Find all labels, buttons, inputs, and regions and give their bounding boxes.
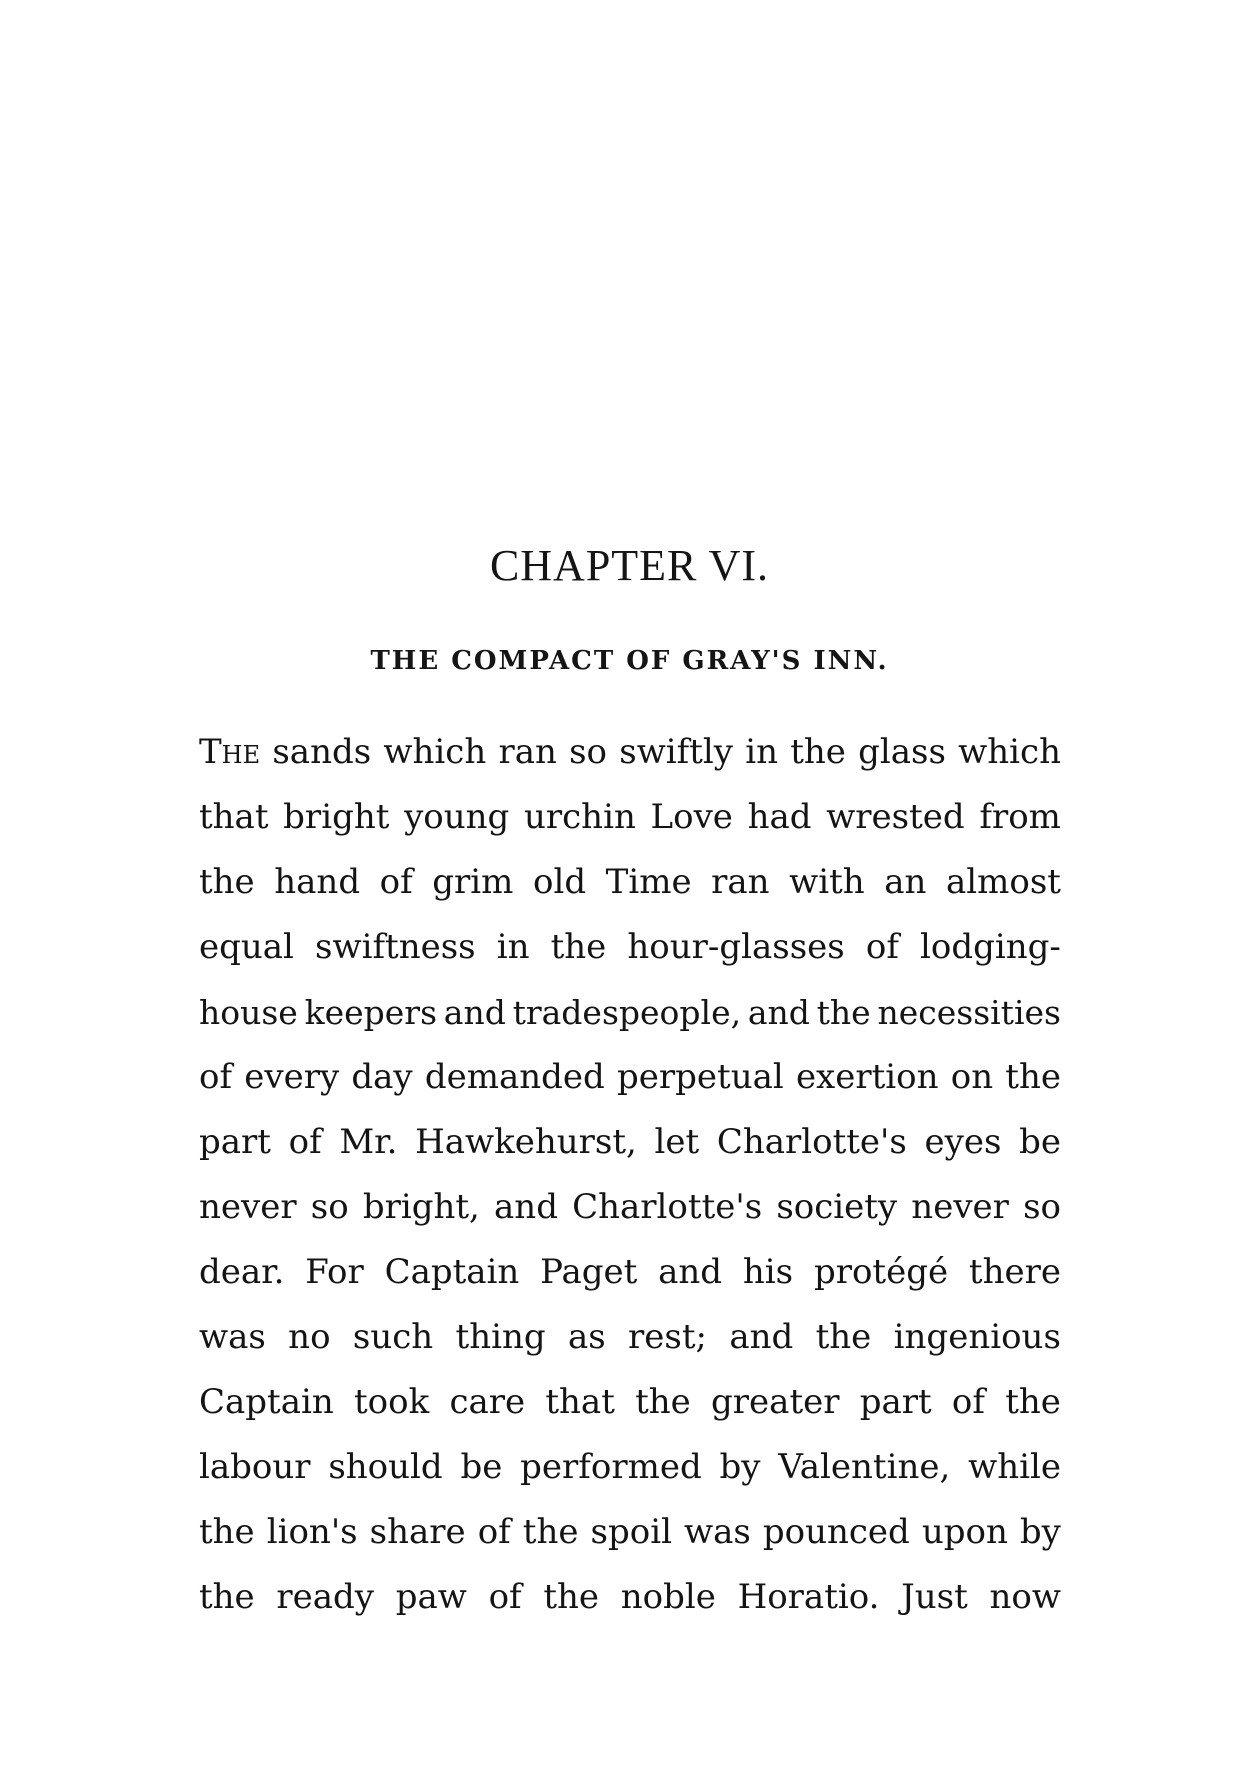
word: of — [379, 862, 413, 902]
word: necessities — [877, 993, 1061, 1032]
word: on — [950, 1057, 994, 1097]
word: ran — [498, 732, 557, 772]
word: paw — [395, 1577, 467, 1617]
word: so — [1023, 1187, 1061, 1227]
word: the — [543, 1577, 600, 1617]
word: which — [958, 732, 1061, 772]
text-line — [199, 1110, 1061, 1175]
word: and — [747, 993, 810, 1032]
word: of — [865, 927, 899, 967]
word: be — [1019, 1122, 1061, 1162]
word: Paget — [540, 1252, 638, 1292]
text-line — [199, 1500, 1061, 1565]
word: no — [288, 1317, 331, 1357]
word: keepers — [304, 993, 438, 1032]
word: glass — [858, 732, 946, 772]
word: there — [968, 1252, 1061, 1292]
word: equal — [199, 927, 294, 967]
word: every — [244, 1057, 340, 1097]
word: day — [351, 1057, 413, 1097]
body-text — [199, 720, 1061, 1630]
word: upon — [921, 1512, 1008, 1552]
word: sands — [272, 732, 372, 772]
word: eyes — [924, 1122, 1002, 1162]
word: his — [742, 1252, 794, 1292]
chapter-title: CHAPTER VI. — [489, 541, 770, 590]
word: young — [404, 797, 510, 837]
text-line — [199, 1045, 1061, 1110]
word: by — [719, 1447, 761, 1487]
word: Time — [605, 862, 692, 902]
word: the — [199, 1512, 255, 1552]
word: labour — [199, 1447, 311, 1487]
word: Just — [901, 1577, 968, 1617]
word: society — [776, 1187, 898, 1227]
word: the — [790, 732, 846, 772]
word: urchin — [523, 797, 636, 837]
word: spoil — [590, 1512, 672, 1552]
word: Love — [650, 797, 733, 837]
word: dear. — [199, 1252, 285, 1292]
word: ready — [276, 1577, 375, 1617]
word: Hawkehurst, — [415, 1122, 637, 1162]
text-line — [199, 720, 1061, 785]
word: the — [1005, 1382, 1061, 1422]
text-line last-line — [199, 1565, 1061, 1630]
word: hour-glasses — [627, 927, 845, 967]
word: by — [1019, 1512, 1061, 1552]
word: of — [199, 1057, 233, 1097]
word: and — [494, 1187, 558, 1227]
word: swiftly — [619, 732, 734, 772]
word: took — [354, 1382, 430, 1422]
word: Charlotte's — [572, 1187, 763, 1227]
word: that — [199, 797, 269, 837]
word: demanded — [424, 1057, 605, 1097]
word: Mr. — [339, 1122, 398, 1162]
word: part — [199, 1122, 271, 1162]
word: which — [383, 732, 487, 772]
word: Charlotte's — [716, 1122, 907, 1162]
word: greater — [711, 1382, 840, 1422]
text-line — [199, 1370, 1061, 1435]
word: noble — [620, 1577, 716, 1617]
word: the — [816, 993, 871, 1032]
word: bright, — [362, 1187, 480, 1227]
word: and — [729, 1317, 794, 1357]
word: Captain — [384, 1252, 520, 1292]
word: now — [989, 1577, 1061, 1617]
word: Horatio. — [737, 1577, 880, 1617]
word: hand — [274, 862, 361, 902]
word: protégé — [813, 1252, 949, 1292]
word: thing — [455, 1317, 546, 1357]
word: swiftness — [315, 927, 476, 967]
word: old — [532, 862, 587, 902]
word: so — [569, 732, 608, 772]
word: lion's — [266, 1512, 358, 1552]
word: ran — [711, 862, 770, 902]
text-line — [199, 915, 1061, 980]
word: care — [449, 1382, 526, 1422]
word: an — [884, 862, 927, 902]
word: the — [522, 1512, 579, 1552]
word: pounced — [762, 1512, 910, 1552]
word: performed — [520, 1447, 702, 1487]
word: almost — [945, 862, 1061, 902]
word: be — [460, 1447, 503, 1487]
text-line — [199, 1305, 1061, 1370]
word: the — [1005, 1057, 1061, 1097]
word: For — [305, 1252, 364, 1292]
word: of — [951, 1382, 985, 1422]
word: the — [550, 927, 607, 967]
word: let — [654, 1122, 700, 1162]
word: of — [477, 1512, 511, 1552]
word: perpetual — [617, 1057, 784, 1097]
word: was — [199, 1317, 266, 1357]
chapter-subtitle: THE COMPACT OF GRAY'S INN. — [370, 646, 889, 676]
word: share — [369, 1512, 466, 1552]
text-line — [199, 785, 1061, 850]
word: rest; — [628, 1317, 707, 1357]
word: from — [979, 797, 1061, 837]
word: in — [496, 927, 530, 967]
text-line — [199, 850, 1061, 915]
word: wrested — [826, 797, 965, 837]
word: the — [635, 1382, 691, 1422]
word: lodging- — [920, 927, 1061, 967]
word: never — [199, 1187, 297, 1227]
word: the — [199, 862, 255, 902]
word: and — [443, 993, 506, 1032]
word: tradespeople, — [512, 993, 742, 1032]
word: Valentine, — [778, 1447, 951, 1487]
word: such — [352, 1317, 434, 1357]
word: never — [911, 1187, 1009, 1227]
word: was — [683, 1512, 751, 1552]
text-line — [199, 1240, 1061, 1305]
word: and — [658, 1252, 723, 1292]
word: Captain — [199, 1382, 334, 1422]
text-line — [199, 1435, 1061, 1500]
word: the — [199, 1577, 255, 1617]
word: of — [288, 1122, 322, 1162]
word: with — [789, 862, 865, 902]
text-line — [199, 980, 1061, 1045]
word: that — [545, 1382, 615, 1422]
word: while — [968, 1447, 1061, 1487]
word: had — [747, 797, 812, 837]
word: the — [815, 1317, 872, 1357]
word: should — [328, 1447, 443, 1487]
word: house — [199, 993, 298, 1032]
word: part — [859, 1382, 932, 1422]
word: in — [745, 732, 779, 772]
word: The — [199, 732, 261, 772]
word: as — [567, 1317, 606, 1357]
word: exertion — [795, 1057, 939, 1097]
word: bright — [283, 797, 390, 837]
word: grim — [432, 862, 514, 902]
text-line — [199, 1175, 1061, 1240]
word: of — [488, 1577, 522, 1617]
word: ingenious — [893, 1317, 1061, 1357]
word: so — [310, 1187, 349, 1227]
